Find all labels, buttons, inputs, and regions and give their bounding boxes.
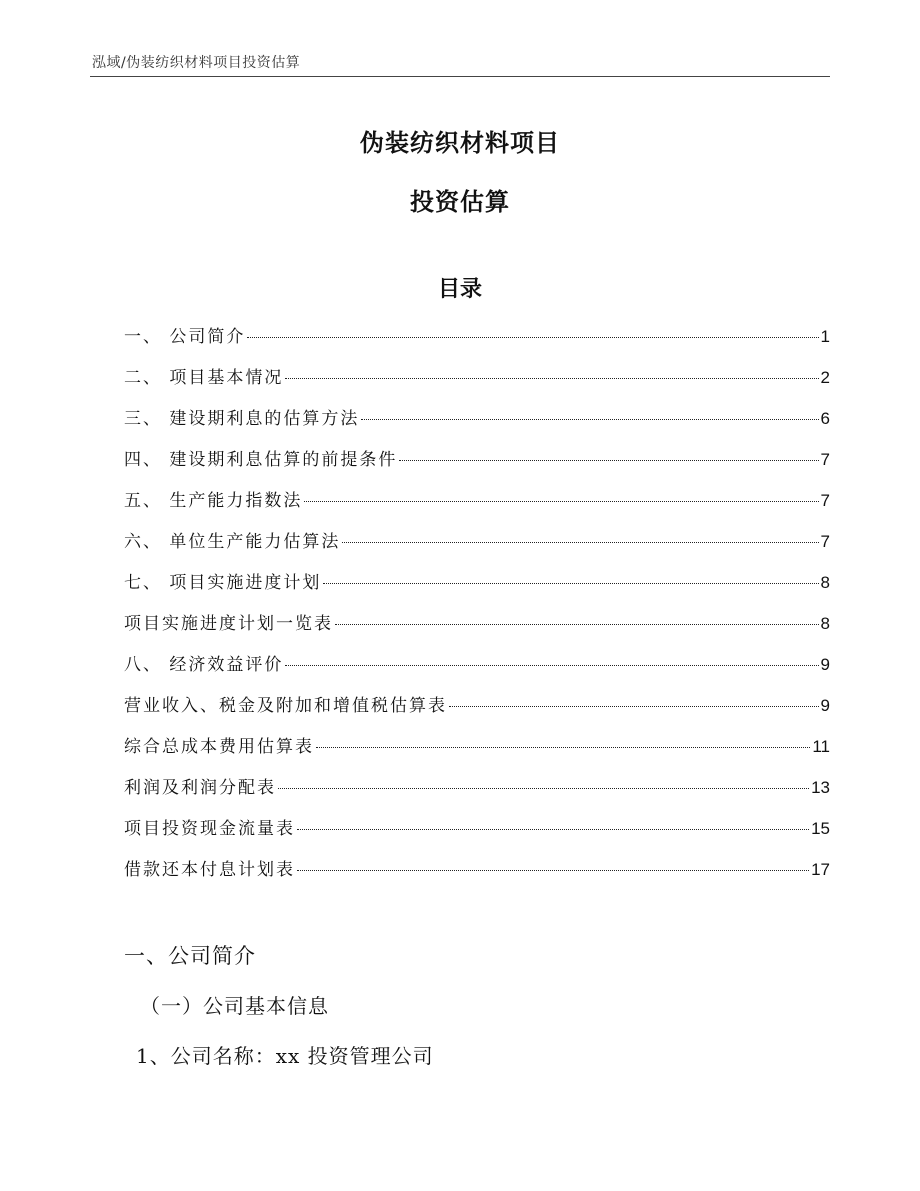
toc-entry-label: 八、 经济效益评价 [124,655,284,675]
toc-entry-label: 借款还本付息计划表 [124,860,295,880]
toc-entry[interactable] [124,486,830,527]
toc-entry[interactable] [124,773,830,814]
running-header: 泓域/伪装纺织材料项目投资估算 [92,55,301,71]
toc-entry-label: 综合总成本费用估算表 [124,737,314,757]
toc-entry-label: 营业收入、税金及附加和增值税估算表 [124,696,447,716]
toc-entry-page: 9 [820,655,830,674]
toc-entry[interactable] [124,404,830,445]
section-heading: 一、公司简介 [124,944,256,968]
toc-entry-page: 2 [820,368,830,387]
header-divider [90,76,830,77]
toc-entry[interactable] [124,691,830,732]
toc-entry-page: 1 [820,327,830,346]
toc-entry[interactable] [124,732,830,773]
toc-entry-page: 17 [811,860,830,879]
toc-leader-dots [399,459,818,461]
toc-entry-page: 8 [820,614,830,633]
toc-entry-label: 四、 建设期利息估算的前提条件 [124,450,398,470]
toc-leader-dots [361,418,818,420]
toc-leader-dots [285,664,818,666]
document-subtitle: 投资估算 [410,188,510,216]
toc-entry[interactable] [124,568,830,609]
toc-leader-dots [316,746,810,748]
toc-leader-dots [247,336,818,338]
toc-leader-dots [285,377,818,379]
toc-entry[interactable] [124,855,830,896]
toc-leader-dots [449,705,819,707]
toc-leader-dots [304,500,818,502]
toc-leader-dots [297,828,809,830]
toc-entry-page: 15 [811,819,830,838]
toc-entry-page: 7 [820,532,830,551]
toc-entry[interactable] [124,609,830,650]
toc-entry-page: 13 [811,778,830,797]
toc-entry-page: 9 [820,696,830,715]
toc-entry-page: 11 [812,737,830,756]
toc-entry-label: 二、 项目基本情况 [124,368,284,388]
toc-entry[interactable] [124,322,830,363]
toc-entry-label: 一、 公司简介 [124,327,246,347]
toc-entry[interactable] [124,650,830,691]
table-of-contents [124,322,830,896]
toc-leader-dots [297,869,809,871]
document-title: 伪装纺织材料项目 [360,129,560,157]
toc-entry-page: 8 [820,573,830,592]
toc-entry-label: 七、 项目实施进度计划 [124,573,322,593]
toc-heading: 目录 [437,277,482,302]
toc-entry-label: 六、 单位生产能力估算法 [124,532,341,552]
subsection-heading: （一）公司基本信息 [140,994,329,1018]
toc-entry[interactable] [124,814,830,855]
toc-entry-page: 6 [820,409,830,428]
company-name-line: 1、公司名称：xx 投资管理公司 [136,1044,434,1068]
toc-entry-label: 五、 生产能力指数法 [124,491,303,511]
toc-entry-label: 利润及利润分配表 [124,778,276,798]
toc-leader-dots [342,541,818,543]
toc-entry[interactable] [124,527,830,568]
toc-entry-label: 三、 建设期利息的估算方法 [124,409,360,429]
toc-leader-dots [323,582,818,584]
toc-entry-label: 项目投资现金流量表 [124,819,295,839]
toc-leader-dots [278,787,809,789]
toc-entry-label: 项目实施进度计划一览表 [124,614,333,634]
toc-entry-page: 7 [820,491,830,510]
toc-leader-dots [335,623,819,625]
toc-entry-page: 7 [820,450,830,469]
toc-entry[interactable] [124,363,830,404]
toc-entry[interactable] [124,445,830,486]
